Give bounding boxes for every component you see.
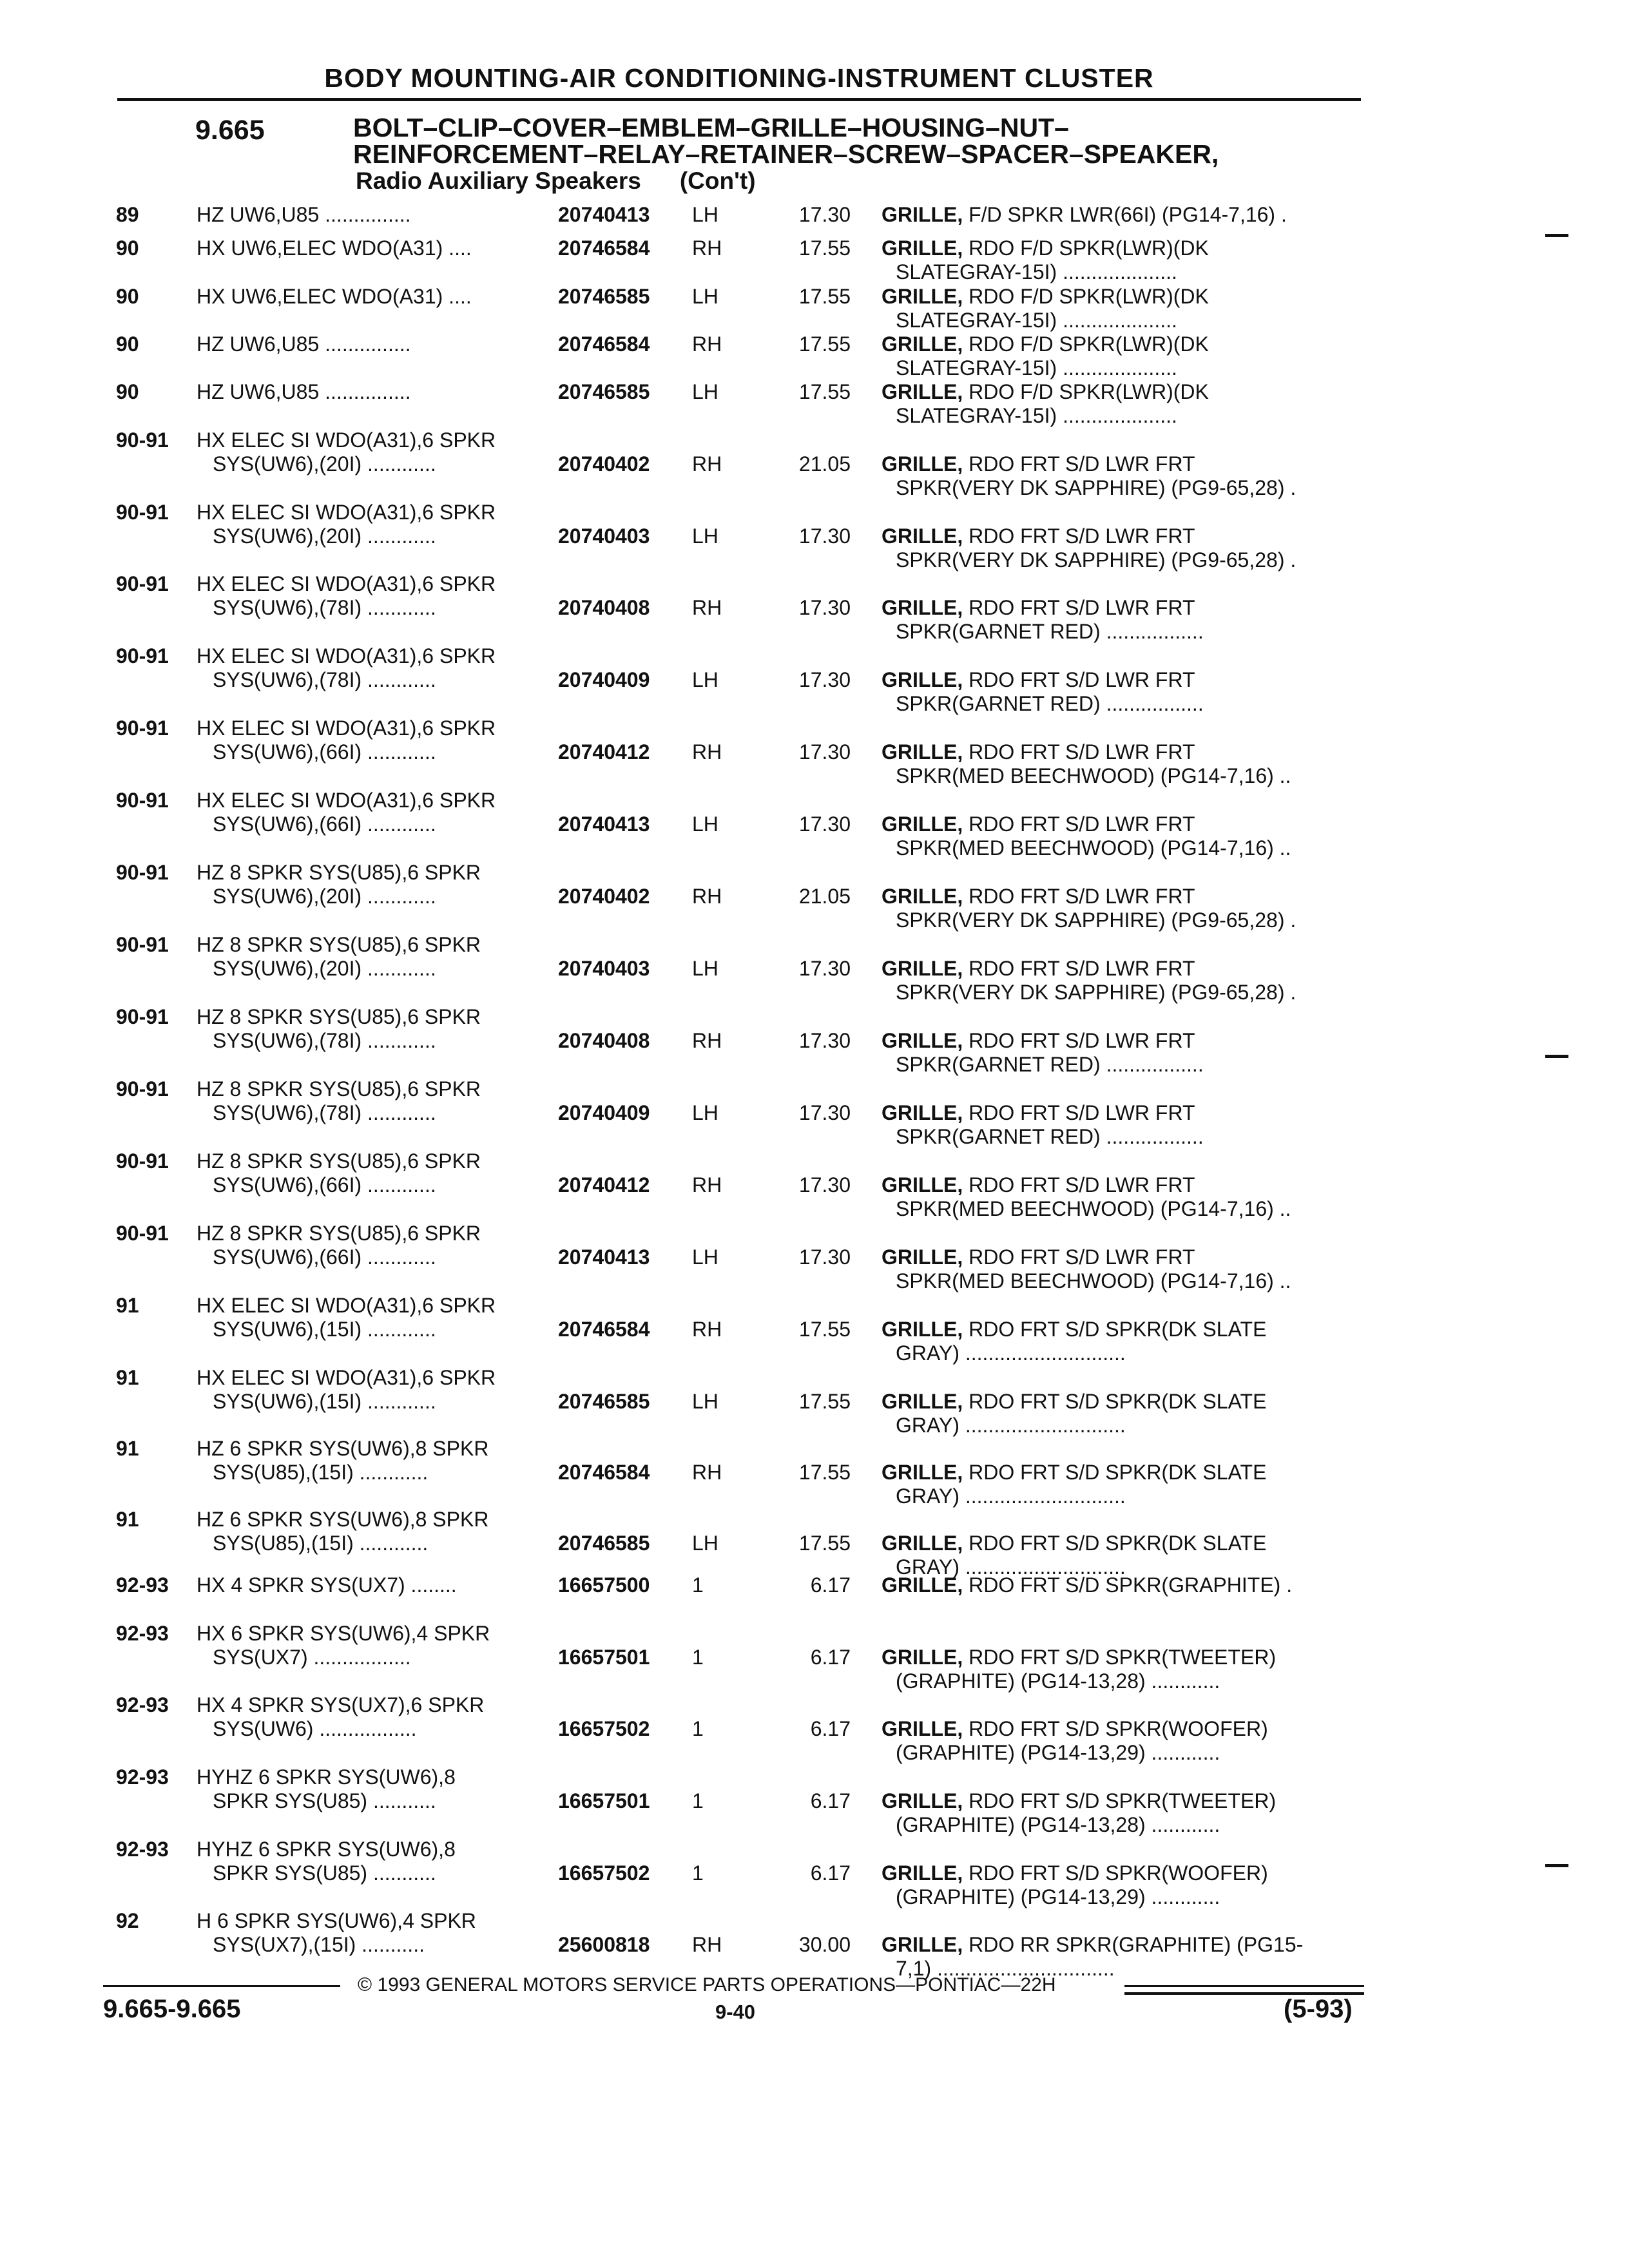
quantity: RH [692,452,722,476]
description-line-1 [882,285,1209,309]
price: 6.17 [810,1789,851,1812]
description-line-1 [882,885,1195,908]
usage-line-1: HZ UW6,U85 ............... [197,380,411,403]
price: 17.30 [798,1029,851,1052]
description-text: RDO FRT S/D LWR FRT [963,957,1195,980]
description-line-2: (GRAPHITE) (PG14-13,28) ............ [896,1813,1220,1836]
footer-rule-left [103,1985,340,1987]
description-text: RDO FRT S/D SPKR(GRAPHITE) . [963,1573,1293,1597]
description-line-1 [882,740,1195,764]
quantity: 1 [692,1646,704,1669]
part-name: GRILLE, [882,1861,963,1885]
usage-line-1: HX 4 SPKR SYS(UX7),6 SPKR [197,1693,485,1716]
footer-date: (5-93) [1284,1995,1353,2023]
section-title-line-1: BOLT–CLIP–COVER–EMBLEM–GRILLE–HOUSING–NUT– [353,113,1069,142]
price: 17.30 [798,524,851,548]
figure-number: 90-91 [116,716,169,740]
part-name: GRILLE, [882,524,963,548]
figure-number: 91 [116,1294,139,1317]
price: 17.30 [798,812,851,836]
description-line-2: GRAY) ............................ [896,1485,1126,1508]
description-line-1 [882,1173,1195,1197]
quantity: LH [692,1390,718,1413]
part-name: GRILLE, [882,452,963,476]
price: 17.30 [798,740,851,764]
quantity: LH [692,1245,718,1269]
description-text: RDO F/D SPKR(LWR)(DK [963,332,1209,356]
usage-line-1: HZ 6 SPKR SYS(UW6),8 SPKR [197,1437,489,1460]
usage-line-1: HX ELEC SI WDO(A31),6 SPKR [197,644,496,668]
price: 17.55 [798,1318,851,1341]
part-name: GRILLE, [882,596,963,619]
description-line-1 [882,380,1209,404]
price: 6.17 [810,1573,851,1597]
part-number: 20740409 [558,1101,650,1124]
section-subtitle-text: Radio Auxiliary Speakers [356,168,641,194]
description-text: F/D SPKR LWR(66I) (PG14-7,16) . [963,203,1287,226]
usage-line-1: HZ 8 SPKR SYS(U85),6 SPKR [197,1222,481,1245]
price: 17.55 [798,236,851,260]
quantity: LH [692,1101,718,1124]
figure-number: 92 [116,1909,139,1932]
description-line-2: (GRAPHITE) (PG14-13,28) ............ [896,1669,1220,1693]
description-text: RDO F/D SPKR(LWR)(DK [963,380,1209,403]
quantity: RH [692,1029,722,1052]
figure-number: 90-91 [116,1077,169,1100]
part-name: GRILLE, [882,885,963,908]
usage-line-1: HZ UW6,U85 ............... [197,332,411,356]
usage-line-2: SYS(U85),(15I) ............ [213,1532,429,1555]
usage-line-2: SYS(UW6),(78I) ............ [213,1029,436,1052]
description-line-2: (GRAPHITE) (PG14-13,29) ............ [896,1741,1220,1764]
part-number: 20746585 [558,285,650,308]
usage-line-1: HZ 8 SPKR SYS(U85),6 SPKR [197,1005,481,1028]
usage-line-2: SYS(UW6),(20I) ............ [213,885,436,908]
quantity: 1 [692,1861,704,1885]
quantity: 1 [692,1717,704,1740]
usage-line-1: HX ELEC SI WDO(A31),6 SPKR [197,789,496,812]
usage-line-2: SYS(UX7),(15I) ........... [213,1933,425,1956]
description-line-1 [882,1933,1303,1957]
usage-line-1: HX ELEC SI WDO(A31),6 SPKR [197,572,496,595]
part-name: GRILLE, [882,236,963,260]
part-number: 20746585 [558,1532,650,1555]
part-name: GRILLE, [882,1933,963,1956]
description-text: RDO FRT S/D LWR FRT [963,740,1195,764]
description-text: RDO FRT S/D SPKR(TWEETER) [963,1789,1277,1812]
description-text: RDO FRT S/D SPKR(DK SLATE [963,1318,1267,1341]
description-line-1 [882,1646,1276,1669]
figure-number: 90-91 [116,861,169,884]
description-line-2: GRAY) ............................ [896,1341,1126,1365]
price: 17.30 [798,957,851,980]
part-number: 20746584 [558,332,650,356]
part-name: GRILLE, [882,1101,963,1124]
part-number: 16657502 [558,1717,650,1740]
description-text: RDO FRT S/D LWR FRT [963,1029,1195,1052]
figure-number: 90 [116,236,139,260]
usage-line-1: HZ 6 SPKR SYS(UW6),8 SPKR [197,1508,489,1531]
quantity: LH [692,668,718,691]
description-line-1 [882,236,1209,260]
part-number: 16657501 [558,1789,650,1812]
description-text: RDO FRT S/D SPKR(TWEETER) [963,1646,1277,1669]
description-line-1 [882,203,1287,227]
usage-line-1: HYHZ 6 SPKR SYS(UW6),8 [197,1765,456,1789]
description-line-2: SLATEGRAY-15I) .................... [896,404,1177,427]
usage-line-2: SYS(UX7) ................. [213,1646,411,1669]
part-number: 20740402 [558,885,650,908]
footer-copyright: © 1993 GENERAL MOTORS SERVICE PARTS OPERATIONS—PONTIAC—22H [358,1974,1056,1995]
part-name: GRILLE, [882,1318,963,1341]
usage-line-1: HX ELEC SI WDO(A31),6 SPKR [197,501,496,524]
footer-section-range: 9.665-9.665 [103,1995,241,2023]
part-number: 20746585 [558,380,650,403]
quantity: RH [692,1173,722,1196]
description-line-1 [882,1861,1268,1885]
part-number: 20740413 [558,812,650,836]
part-name: GRILLE, [882,285,963,308]
description-line-2: SPKR(VERY DK SAPPHIRE) (PG9-65,28) . [896,548,1296,572]
part-name: GRILLE, [882,1461,963,1484]
description-line-1 [882,1573,1292,1597]
description-text: RDO FRT S/D SPKR(WOOFER) [963,1861,1268,1885]
description-line-1 [882,1318,1266,1341]
price: 17.30 [798,668,851,691]
usage-line-2: SPKR SYS(U85) ........... [213,1789,436,1812]
figure-number: 91 [116,1366,139,1389]
price: 6.17 [810,1717,851,1740]
part-name: GRILLE, [882,1245,963,1269]
description-line-2: SPKR(MED BEECHWOOD) (PG14-7,16) .. [896,764,1291,787]
description-line-1 [882,1461,1266,1485]
part-number: 20746584 [558,1461,650,1484]
usage-line-2: SYS(UW6),(78I) ............ [213,596,436,619]
usage-line-2: SYS(UW6),(15I) ............ [213,1318,436,1341]
quantity: LH [692,203,718,226]
description-text: RDO FRT S/D LWR FRT [963,885,1195,908]
usage-line-2: SYS(UW6),(15I) ............ [213,1390,436,1413]
description-text: RDO FRT S/D LWR FRT [963,1245,1195,1269]
description-line-1 [882,452,1195,476]
part-number: 16657501 [558,1646,650,1669]
price: 21.05 [798,452,851,476]
description-line-1 [882,1789,1276,1813]
figure-number: 90-91 [116,501,169,524]
usage-line-2: SYS(UW6),(66I) ............ [213,1173,436,1196]
quantity: 1 [692,1573,704,1597]
quantity: LH [692,285,718,308]
part-number: 20746584 [558,236,650,260]
price: 17.55 [798,332,851,356]
usage-line-2: SYS(UW6),(66I) ............ [213,740,436,764]
quantity: RH [692,1933,722,1956]
part-name: GRILLE, [882,812,963,836]
figure-number: 92-93 [116,1765,169,1789]
usage-line-2: SYS(UW6),(20I) ............ [213,957,436,980]
section-title-line-2: REINFORCEMENT–RELAY–RETAINER–SCREW–SPACER–SPEAKER, [353,139,1219,169]
part-name: GRILLE, [882,957,963,980]
description-line-2: (GRAPHITE) (PG14-13,29) ............ [896,1885,1220,1908]
quantity: RH [692,236,722,260]
part-number: 16657502 [558,1861,650,1885]
description-line-1 [882,1532,1266,1555]
part-number: 20740412 [558,1173,650,1196]
quantity: LH [692,380,718,403]
usage-line-2: SYS(UW6) ................. [213,1717,417,1740]
price: 17.30 [798,596,851,619]
part-name: GRILLE, [882,1173,963,1196]
part-name: GRILLE, [882,1789,963,1812]
usage-line-2: SPKR SYS(U85) ........... [213,1861,436,1885]
price: 17.55 [798,380,851,403]
description-line-2: SPKR(VERY DK SAPPHIRE) (PG9-65,28) . [896,908,1296,932]
part-number: 20740403 [558,957,650,980]
part-number: 20740412 [558,740,650,764]
usage-line-2: SYS(U85),(15I) ............ [213,1461,429,1484]
price: 17.30 [798,1173,851,1196]
description-line-2: SPKR(MED BEECHWOOD) (PG14-7,16) .. [896,1197,1291,1220]
part-number: 20740413 [558,203,650,226]
figure-number: 91 [116,1437,139,1460]
price: 6.17 [810,1646,851,1669]
description-text: RDO FRT S/D LWR FRT [963,668,1195,691]
part-number: 20740402 [558,452,650,476]
description-text: RDO FRT S/D LWR FRT [963,524,1195,548]
footer-rule-right [1124,1985,1364,1987]
description-text: RDO FRT S/D LWR FRT [963,596,1195,619]
quantity: 1 [692,1789,704,1812]
description-text: RDO FRT S/D SPKR(DK SLATE [963,1390,1267,1413]
description-line-2: SPKR(MED BEECHWOOD) (PG14-7,16) .. [896,836,1291,860]
figure-number: 90 [116,332,139,356]
usage-line-1: HZ 8 SPKR SYS(U85),6 SPKR [197,1077,481,1100]
description-line-2: SPKR(VERY DK SAPPHIRE) (PG9-65,28) . [896,981,1296,1004]
usage-line-1: H 6 SPKR SYS(UW6),4 SPKR [197,1909,476,1932]
part-number: 20740409 [558,668,650,691]
usage-line-1: HZ 8 SPKR SYS(U85),6 SPKR [197,1149,481,1173]
part-name: GRILLE, [882,1029,963,1052]
quantity: RH [692,1318,722,1341]
description-text: RDO FRT S/D LWR FRT [963,1173,1195,1196]
description-line-1 [882,524,1195,548]
description-line-2: SLATEGRAY-15I) .................... [896,260,1177,284]
description-line-1 [882,1029,1195,1053]
quantity: LH [692,524,718,548]
quantity: LH [692,957,718,980]
usage-line-1: HX ELEC SI WDO(A31),6 SPKR [197,428,496,452]
figure-number: 90 [116,380,139,403]
figure-number: 91 [116,1508,139,1531]
figure-number: 90 [116,285,139,308]
description-line-2: SLATEGRAY-15I) .................... [896,356,1177,380]
description-line-1 [882,812,1195,836]
description-text: RDO RR SPKR(GRAPHITE) (PG15- [963,1933,1304,1956]
usage-line-1: HX ELEC SI WDO(A31),6 SPKR [197,1294,496,1317]
description-line-1 [882,1245,1195,1269]
figure-number: 90-91 [116,572,169,595]
quantity: RH [692,1461,722,1484]
usage-line-2: SYS(UW6),(66I) ............ [213,1245,436,1269]
figure-number: 90-91 [116,1149,169,1173]
part-name: GRILLE, [882,668,963,691]
figure-number: 90-91 [116,789,169,812]
description-text: RDO FRT S/D SPKR(DK SLATE [963,1532,1267,1555]
description-text: RDO F/D SPKR(LWR)(DK [963,236,1209,260]
part-number: 20746585 [558,1390,650,1413]
continued-label: (Con't) [679,168,756,194]
usage-line-1: HX ELEC SI WDO(A31),6 SPKR [197,1366,496,1389]
part-name: GRILLE, [882,1646,963,1669]
quantity: RH [692,740,722,764]
description-line-2: 7,1) ............................... [896,1957,1115,1980]
figure-number: 92-93 [116,1693,169,1716]
part-name: GRILLE, [882,1532,963,1555]
figure-number: 90-91 [116,1222,169,1245]
quantity: RH [692,885,722,908]
description-line-1 [882,957,1195,981]
price: 6.17 [810,1861,851,1885]
usage-line-1: HX 4 SPKR SYS(UX7) ........ [197,1573,457,1597]
figure-number: 90-91 [116,933,169,956]
usage-line-2: SYS(UW6),(20I) ............ [213,452,436,476]
figure-number: 90-91 [116,1005,169,1028]
figure-number: 89 [116,203,139,226]
usage-line-1: HX ELEC SI WDO(A31),6 SPKR [197,716,496,740]
usage-line-1: HX 6 SPKR SYS(UW6),4 SPKR [197,1622,490,1645]
description-line-2: SPKR(MED BEECHWOOD) (PG14-7,16) .. [896,1269,1291,1293]
part-number: 20740408 [558,596,650,619]
description-text: RDO FRT S/D LWR FRT [963,1101,1195,1124]
price: 17.30 [798,1101,851,1124]
price: 17.30 [798,203,851,226]
page-title: BODY MOUNTING-AIR CONDITIONING-INSTRUMENT CLUSTER [324,63,1154,93]
usage-line-1: HYHZ 6 SPKR SYS(UW6),8 [197,1838,456,1861]
usage-line-2: SYS(UW6),(20I) ............ [213,524,436,548]
description-text: RDO FRT S/D LWR FRT [963,452,1195,476]
price: 17.55 [798,1390,851,1413]
part-name: GRILLE, [882,740,963,764]
figure-number: 92-93 [116,1573,169,1597]
usage-line-1: HZ 8 SPKR SYS(U85),6 SPKR [197,861,481,884]
part-number: 16657500 [558,1573,650,1597]
price: 17.55 [798,1461,851,1484]
usage-line-1: HZ UW6,U85 ............... [197,203,411,226]
part-number: 20746584 [558,1318,650,1341]
description-line-2: SPKR(GARNET RED) ................. [896,1125,1204,1148]
usage-line-1: HX UW6,ELEC WDO(A31) .... [197,285,472,308]
usage-line-1: HX UW6,ELEC WDO(A31) .... [197,236,472,260]
part-name: GRILLE, [882,332,963,356]
quantity: RH [692,596,722,619]
figure-number: 92-93 [116,1622,169,1645]
part-name: GRILLE, [882,380,963,403]
figure-number: 90-91 [116,428,169,452]
usage-line-1: HZ 8 SPKR SYS(U85),6 SPKR [197,933,481,956]
part-name: GRILLE, [882,1573,963,1597]
quantity: RH [692,332,722,356]
part-number: 20740413 [558,1245,650,1269]
quantity: LH [692,1532,718,1555]
part-number: 20740408 [558,1029,650,1052]
description-line-1 [882,668,1195,692]
description-line-2: SLATEGRAY-15I) .................... [896,309,1177,332]
description-line-2: SPKR(GARNET RED) ................. [896,1053,1204,1076]
figure-number: 92-93 [116,1838,169,1861]
section-number: 9.665 [195,115,265,146]
figure-number: 90-91 [116,644,169,668]
description-line-2: SPKR(GARNET RED) ................. [896,620,1204,643]
price: 17.30 [798,1245,851,1269]
price: 17.55 [798,1532,851,1555]
description-line-2: GRAY) ............................ [896,1414,1126,1437]
part-number: 20740403 [558,524,650,548]
description-line-2: GRAY) ............................ [896,1555,1126,1579]
price: 17.55 [798,285,851,308]
quantity: LH [692,812,718,836]
description-line-1 [882,332,1209,356]
description-text: RDO FRT S/D SPKR(WOOFER) [963,1717,1268,1740]
usage-line-2: SYS(UW6),(78I) ............ [213,668,436,691]
usage-line-2: SYS(UW6),(66I) ............ [213,812,436,836]
part-name: GRILLE, [882,1717,963,1740]
usage-line-2: SYS(UW6),(78I) ............ [213,1101,436,1124]
description-line-1 [882,1101,1195,1125]
description-line-1 [882,596,1195,620]
margin-mark [1545,1864,1568,1867]
description-text: RDO FRT S/D SPKR(DK SLATE [963,1461,1267,1484]
description-line-2: SPKR(GARNET RED) ................. [896,692,1204,715]
part-number: 25600818 [558,1933,650,1956]
part-name: GRILLE, [882,203,963,226]
description-line-2: SPKR(VERY DK SAPPHIRE) (PG9-65,28) . [896,476,1296,499]
footer-page-number: 9-40 [715,2001,756,2023]
description-text: RDO F/D SPKR(LWR)(DK [963,285,1209,308]
margin-mark [1545,234,1568,237]
price: 21.05 [798,885,851,908]
price: 30.00 [798,1933,851,1956]
description-line-1 [882,1717,1268,1741]
description-line-1 [882,1390,1266,1414]
part-name: GRILLE, [882,1390,963,1413]
description-text: RDO FRT S/D LWR FRT [963,812,1195,836]
margin-mark [1545,1055,1568,1058]
